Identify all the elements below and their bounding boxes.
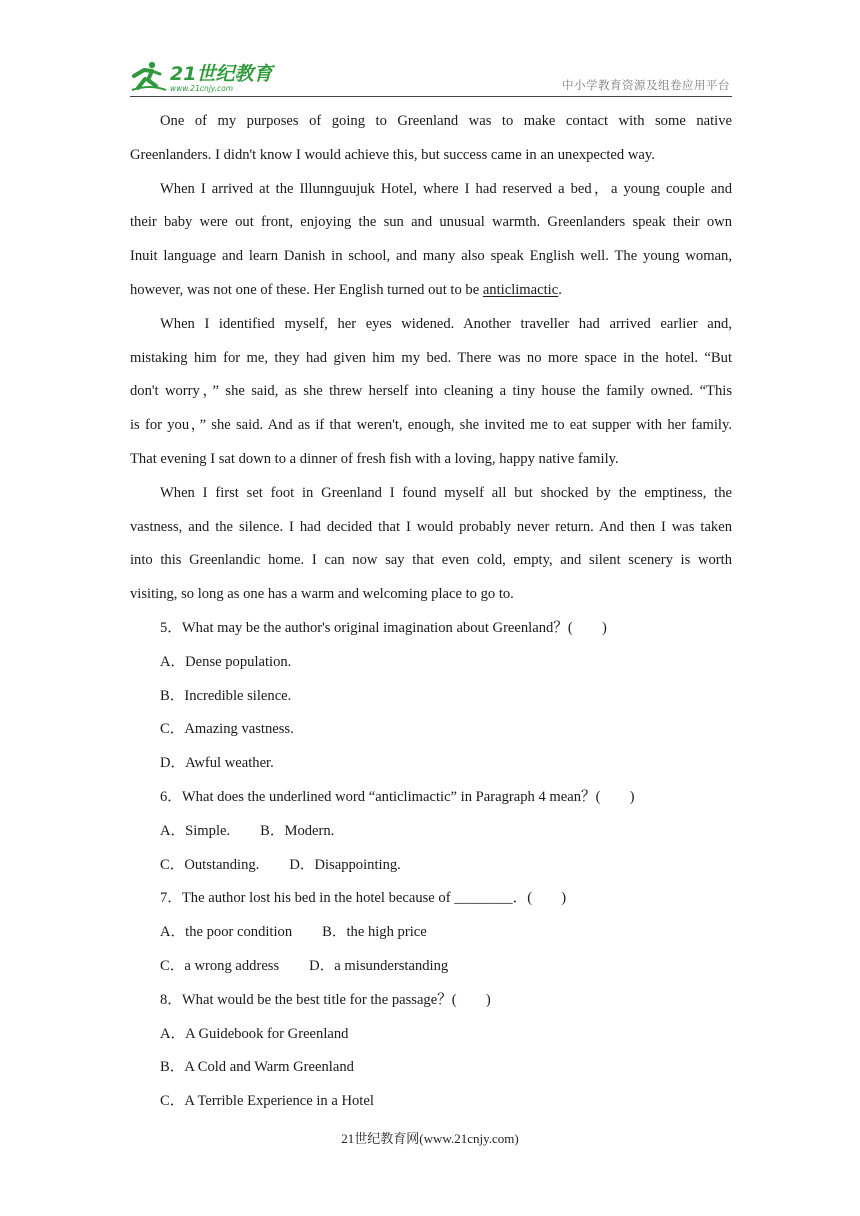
question-6-option-c: C．Outstanding. <box>160 856 260 873</box>
question-7-option-c: C．a wrong address <box>160 957 280 974</box>
question-5-stem: 5．What may be the author's original imagination about Greenland？( ) <box>160 619 607 636</box>
page-header <box>130 56 732 97</box>
question-7-option-d: D．a misunderstanding <box>309 957 449 974</box>
question-5-option-b: B．Incredible silence. <box>160 687 292 704</box>
passage-line: Greenlanders. I didn't know I would achieve this, but success came in an unexpected way. <box>130 146 655 163</box>
question-7-options-cd <box>130 950 732 984</box>
question-6-options-ab <box>130 815 732 849</box>
question-8-stem: 8．What would be the best title for the passage？( ) <box>160 991 491 1008</box>
question-6-stem: 6．What does the underlined word “anticlimactic” in Paragraph 4 mean？( ) <box>160 788 635 805</box>
passage-line <box>130 274 732 308</box>
svg-text:www.21cnjy.com: www.21cnjy.com <box>170 84 234 93</box>
passage-line: That evening I sat down to a dinner of fresh fish with a loving, happy native family. <box>130 450 619 467</box>
underlined-word: anticlimactic <box>482 281 559 298</box>
page-footer: 21世纪教育网(www.21cnjy.com) <box>341 1131 519 1146</box>
passage-line: their baby were out front, enjoying the sun and unusual warmth. Greenlanders speak their own <box>130 214 732 231</box>
question-7-option-b: B．the high price <box>322 924 427 941</box>
passage-line: mistaking him for me, they had given him my bed. There was no more space in the hotel. “But <box>130 349 732 366</box>
question-8-option-b: B．A Cold and Warm Greenland <box>160 1059 354 1076</box>
question-6-option-a: A．Simple. <box>160 822 231 839</box>
passage-line: When I arrived at the Illunnguujuk Hotel, where I had reserved a bed，a young couple and <box>160 180 732 197</box>
question-6-option-b: B．Modern. <box>260 822 335 839</box>
passage-line: One of my purposes of going to Greenland was to make contact with some native <box>160 113 732 129</box>
question-6-option-d: D．Disappointing. <box>289 856 401 873</box>
question-5-option-d: D．Awful weather. <box>160 755 274 772</box>
question-8-option-a: A．A Guidebook for Greenland <box>160 1025 349 1042</box>
passage-line: visiting, so long as one has a warm and welcoming place to go to. <box>130 586 514 603</box>
question-5-option-c: C．Amazing vastness. <box>160 721 294 738</box>
question-7-stem: 7．The author lost his bed in the hotel because of ________．( ) <box>160 890 567 907</box>
question-7-options-ab <box>130 916 732 950</box>
logo-21cnjy <box>130 60 290 94</box>
document-body <box>130 105 732 1119</box>
svg-text:21世纪教育: 21世纪教育 <box>170 63 273 85</box>
passage-line: into this Greenlandic home. I can now say that even cold, empty, and silent scenery is worth <box>130 552 732 569</box>
passage-text: . <box>558 281 562 298</box>
passage-line: When I first set foot in Greenland I found myself all but shocked by the emptiness, the <box>160 484 732 501</box>
question-8-option-c: C．A Terrible Experience in a Hotel <box>160 1093 374 1110</box>
question-7-option-a: A．the poor condition <box>160 924 293 941</box>
question-5-option-a: A．Dense population. <box>160 653 292 670</box>
header-platform-text: 中小学教育资源及组卷应用平台 <box>562 78 730 92</box>
passage-line: When I identified myself, her eyes widened. Another traveller had arrived earlier and, <box>160 315 732 332</box>
passage-line: is for you，” she said. And as if that weren't, enough, she invited me to eat supper with her family. <box>130 417 732 434</box>
passage-line: don't worry，” she said, as she threw herself into cleaning a tiny house the family owned. “This <box>130 383 732 400</box>
passage-line: Inuit language and learn Danish in school, and many also speak English well. The young woman, <box>130 248 732 265</box>
question-6-options-cd <box>130 849 732 883</box>
passage-line: vastness, and the silence. I had decided that I would probably never return. And then I was taken <box>130 518 732 535</box>
passage-text: however, was not one of these. Her English turned out to be <box>130 281 483 298</box>
